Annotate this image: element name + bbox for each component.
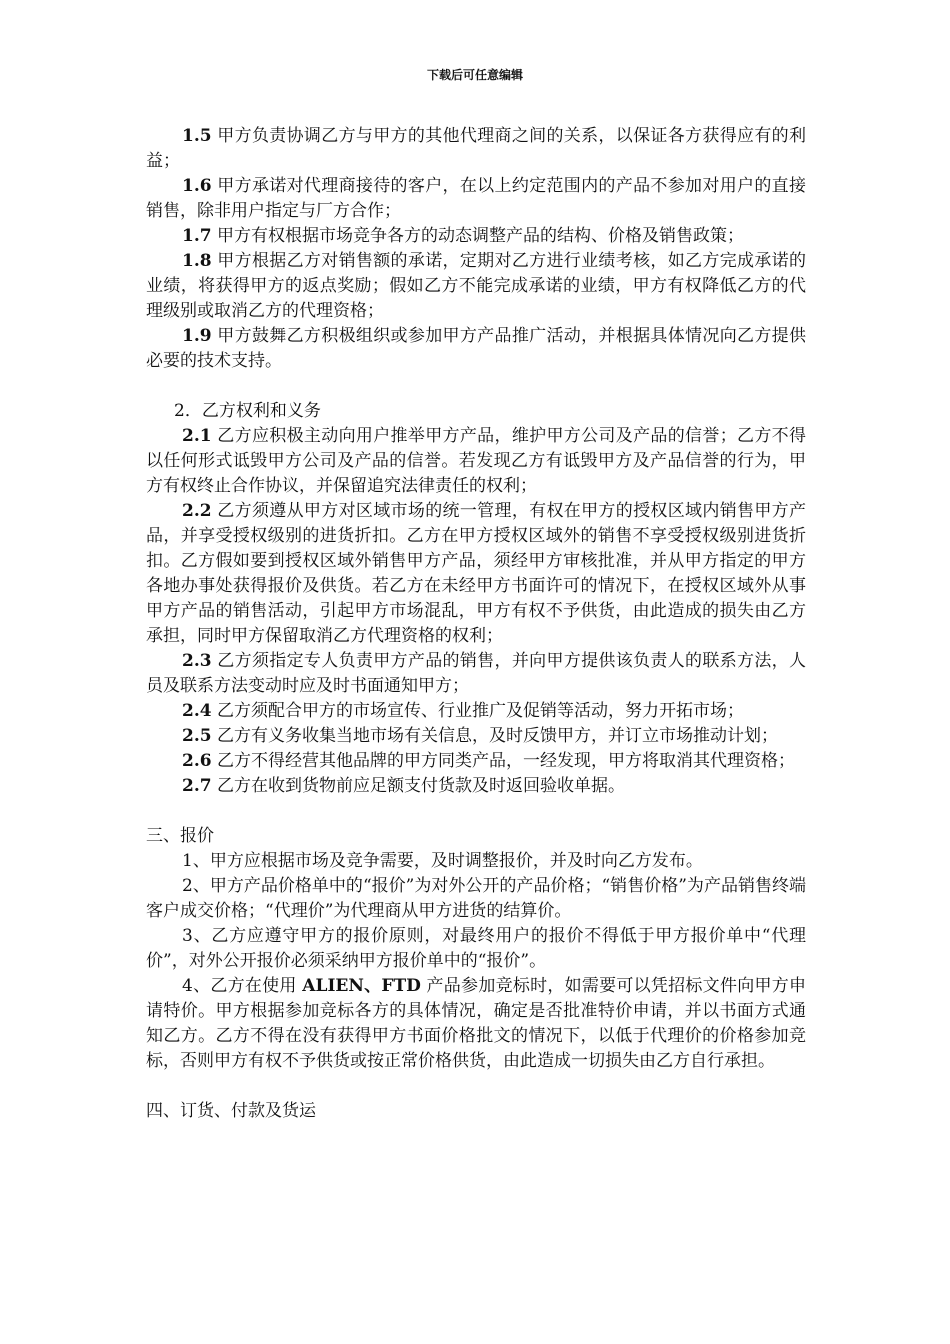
clause-1-6	[146, 174, 806, 224]
pricing-item-4-pre: 4、乙方在使用	[182, 976, 303, 996]
clause-number: 2.2	[182, 501, 212, 521]
clause-text: 甲方根据乙方对销售额的承诺，定期对乙方进行业绩考核，如乙方完成承诺的业绩，将获得甲方的返点奖励；假如乙方不能完成承诺的业绩，甲方有权降低乙方的代理级别或取消乙方的代理资格；	[146, 251, 806, 321]
clause-text: 乙方不得经营其他品牌的甲方同类产品，一经发现，甲方将取消其代理资格；	[211, 751, 795, 771]
clause-number: 2.1	[182, 426, 212, 446]
clause-2-6	[146, 749, 806, 774]
clause-2-3	[146, 649, 806, 699]
clause-number: 1.7	[182, 226, 212, 246]
clause-text: 甲方负责协调乙方与甲方的其他代理商之间的关系，以保证各方获得应有的利益；	[146, 126, 806, 171]
clause-text: 甲方有权根据市场竞争各方的动态调整产品的结构、价格及销售政策；	[211, 226, 744, 246]
pricing-item-4	[146, 974, 806, 1074]
clause-number: 1.9	[182, 326, 212, 346]
clause-text: 乙方有义务收集当地市场有关信息，及时反馈甲方，并订立市场推动计划；	[211, 726, 778, 746]
clause-2-4	[146, 699, 806, 724]
clause-text: 乙方须指定专人负责甲方产品的销售，并向甲方提供该负责人的联系方法，人员及联系方法变动时应及时书面通知甲方；	[146, 651, 806, 696]
section-3-heading: 三、报价	[146, 826, 214, 846]
clause-2-7	[146, 774, 806, 799]
clause-number: 2.6	[182, 751, 212, 771]
clause-text: 乙方在收到货物前应足额支付货款及时返回验收单据。	[211, 776, 625, 796]
clause-text: 乙方须遵从甲方对区域市场的统一管理，有权在甲方的授权区域内销售甲方产品，并享受授权级别的进货折扣。乙方在甲方授权区域外的销售不享受授权级别进货折扣。乙方假如要到授权区域外销售甲方产品，须经甲方审核批准，并从甲方指定的甲方各地办事处获得报价及供货。若乙方在未经甲方书面许可的情况下，在授权区域外从事甲方产品的销售活动，引起甲方市场混乱，甲方有权不予供货，由此造成的损失由乙方承担，同时甲方保留取消乙方代理资格的权利；	[146, 501, 806, 646]
clause-number: 1.5	[182, 126, 212, 146]
clause-1-9	[146, 324, 806, 374]
clause-text: 甲方承诺对代理商接待的客户，在以上约定范围内的产品不参加对用户的直接销售，除非用户指定与厂方合作；	[146, 176, 806, 221]
spacer	[146, 1074, 806, 1099]
clause-text: 乙方须配合甲方的市场宣传、行业推广及促销等活动，努力开拓市场；	[211, 701, 744, 721]
pricing-item-2: 2、甲方产品价格单中的“报价”为对外公开的产品价格；“销售价格”为产品销售终端客户成交价格；“代理价”为代理商从甲方进货的结算价。	[146, 876, 806, 921]
clause-number: 1.8	[182, 251, 212, 271]
clause-number: 2.4	[182, 701, 212, 721]
clause-2-1	[146, 424, 806, 499]
brand-names: ALIEN、FTD	[302, 976, 421, 996]
clause-number: 2.7	[182, 776, 212, 796]
clause-1-7	[146, 224, 806, 249]
clause-2-2	[146, 499, 806, 649]
document-body	[146, 124, 806, 1124]
clause-text: 乙方应积极主动向用户推举甲方产品，维护甲方公司及产品的信誉；乙方不得以任何形式诋毁甲方公司及产品的信誉。若发现乙方有诋毁甲方及产品信誉的行为，甲方有权终止合作协议，并保留追究法律责任的权利；	[146, 426, 806, 496]
pricing-item-4-post: 产品参加竞标时，如需要可以凭招标文件向甲方申请特价。甲方根据参加竞标各方的具体情况，确定是否批准特价申请，并以书面方式通知乙方。乙方不得在没有获得甲方书面价格批文的情况下，以低于代理价的价格参加竞标，否则甲方有权不予供货或按正常价格供货，由此造成一切损失由乙方自行承担。	[146, 976, 806, 1071]
spacer	[146, 374, 806, 399]
clause-2-5	[146, 724, 806, 749]
spacer	[146, 799, 806, 824]
pricing-item-3: 3、乙方应遵守甲方的报价原则，对最终用户的报价不得低于甲方报价单中“代理价”，对外公开报价必须采纳甲方报价单中的“报价”。	[146, 926, 806, 971]
clause-number: 2.3	[182, 651, 212, 671]
pricing-item-1: 1、甲方应根据市场及竞争需要，及时调整报价，并及时向乙方发布。	[182, 851, 703, 871]
page-header: 下载后可任意编辑	[426, 68, 523, 82]
section-2-heading: 2．乙方权利和义务	[174, 401, 321, 421]
clause-1-5	[146, 124, 806, 174]
clause-number: 1.6	[182, 176, 212, 196]
section-4-heading: 四、订货、付款及货运	[146, 1101, 316, 1121]
clause-1-8	[146, 249, 806, 324]
clause-text: 甲方鼓舞乙方积极组织或参加甲方产品推广活动，并根据具体情况向乙方提供必要的技术支持。	[146, 326, 806, 371]
clause-number: 2.5	[182, 726, 212, 746]
